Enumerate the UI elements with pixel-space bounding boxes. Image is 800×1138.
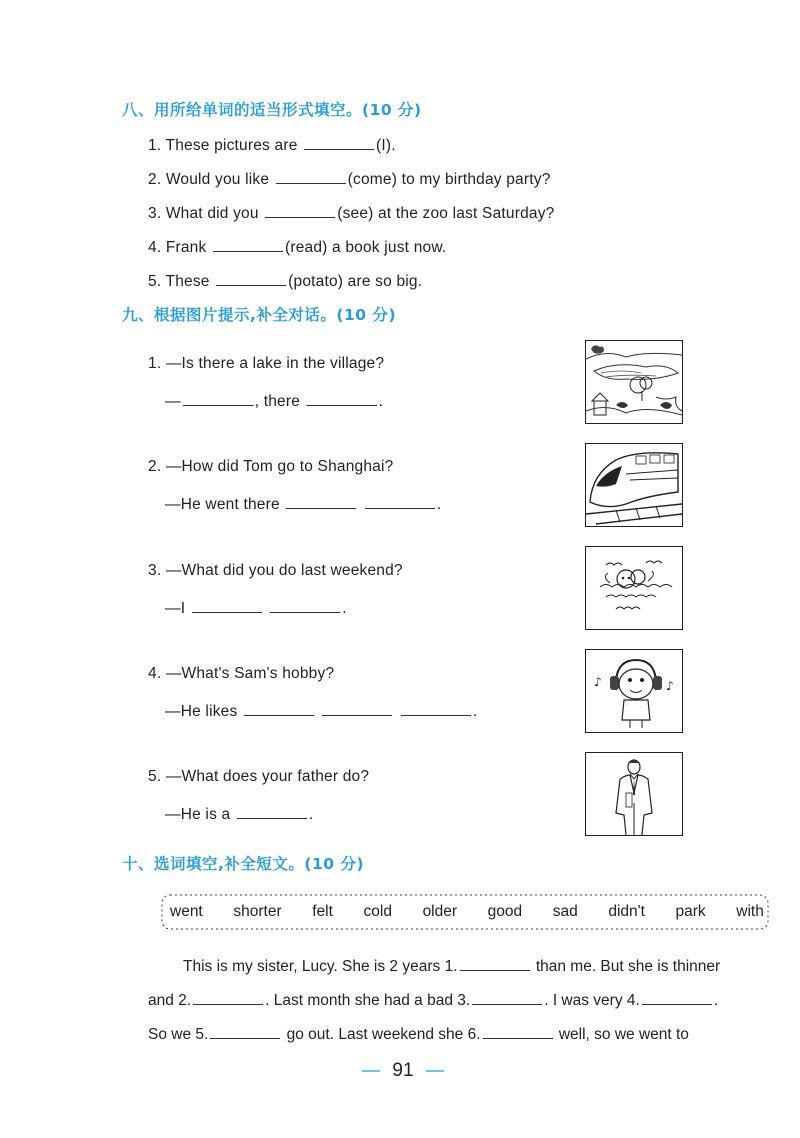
word-sad: sad — [552, 903, 578, 920]
s8-question-5 — [148, 269, 422, 291]
word-older: older — [422, 903, 458, 920]
period: . — [308, 806, 314, 823]
word-bank — [160, 893, 770, 931]
word-with: with — [736, 903, 764, 920]
page-dash-right — [426, 1070, 444, 1072]
s8-q2-hint: (come) to my birthday party? — [347, 171, 551, 188]
s9-a3-start: —I — [165, 600, 186, 617]
page-number-text: 91 — [392, 1060, 414, 1081]
answer-blank[interactable] — [213, 235, 283, 252]
answer-blank[interactable] — [642, 988, 712, 1005]
dash: — — [165, 393, 181, 410]
s9-a5-start: —He is a — [165, 806, 231, 823]
s8-q4-hint: (read) a book just now. — [284, 239, 447, 256]
s9-answer-4 — [165, 699, 478, 721]
word-good: good — [487, 903, 523, 920]
answer-blank[interactable] — [276, 167, 346, 184]
passage-text: . Last month she had a bad 3. — [265, 992, 471, 1009]
answer-blank[interactable] — [183, 389, 253, 406]
answer-blank[interactable] — [460, 954, 530, 971]
passage-text: well, so we went to — [558, 1026, 689, 1043]
passage-text: This is my sister, Lucy. She is 2 years 1. — [183, 958, 458, 975]
answer-blank[interactable] — [237, 802, 307, 819]
answer-blank[interactable] — [286, 492, 356, 509]
s8-q3-text: 3. What did you — [148, 205, 264, 222]
passage-text: and 2. — [148, 992, 192, 1009]
answer-blank[interactable] — [472, 988, 542, 1005]
s9-answer-2 — [165, 492, 441, 514]
passage-text: than me. But she is thinner — [535, 958, 721, 975]
s9-question-4: 4. —What's Sam's hobby? — [148, 665, 335, 682]
s8-q3-hint: (see) at the zoo last Saturday? — [337, 205, 555, 222]
svg-text:♪: ♪ — [594, 675, 602, 689]
s9-a4-start: —He likes — [165, 703, 238, 720]
s8-q1-hint: (I). — [376, 137, 396, 154]
music-picture — [585, 649, 683, 733]
s8-question-3 — [148, 201, 555, 223]
section-10-title: 十、选词填空,补全短文。(10 分) — [122, 855, 365, 873]
answer-blank[interactable] — [365, 492, 435, 509]
passage-text: . — [713, 992, 719, 1009]
train-picture — [585, 443, 683, 527]
svg-text:♪: ♪ — [666, 679, 674, 693]
word-park: park — [675, 903, 706, 920]
passage-line-1 — [183, 954, 720, 976]
period: . — [436, 496, 442, 513]
answer-blank[interactable] — [244, 699, 314, 716]
s9-a2-start: —He went there — [165, 496, 280, 513]
s8-question-4 — [148, 235, 446, 257]
answer-blank[interactable] — [216, 269, 286, 286]
word-shorter: shorter — [233, 903, 282, 920]
answer-blank[interactable] — [304, 133, 374, 150]
passage-line-2 — [148, 988, 718, 1010]
s9-a1-mid: , there — [254, 393, 301, 410]
swimming-picture — [585, 546, 683, 630]
s8-question-1 — [148, 133, 396, 155]
answer-blank[interactable] — [265, 201, 335, 218]
passage-text: So we 5. — [148, 1026, 209, 1043]
s9-answer-5 — [165, 802, 313, 824]
word-felt: felt — [312, 903, 333, 920]
period: . — [342, 600, 347, 617]
s9-answer-3 — [165, 596, 347, 618]
answer-blank[interactable] — [210, 1022, 280, 1039]
s9-answer-1 — [165, 389, 383, 411]
lake-village-picture — [585, 340, 683, 424]
s8-q4-text: 4. Frank — [148, 239, 211, 256]
answer-blank[interactable] — [483, 1022, 553, 1039]
section-8-title: 八、用所给单词的适当形式填空。(10 分) — [122, 101, 422, 119]
page-dash-left — [362, 1070, 380, 1072]
page-number — [348, 1060, 458, 1082]
section-9-title: 九、根据图片提示,补全对话。(10 分) — [122, 306, 397, 324]
s8-q1-text: 1. These pictures are — [148, 137, 303, 154]
answer-blank[interactable] — [322, 699, 392, 716]
word-cold: cold — [363, 903, 392, 920]
businessman-picture — [585, 752, 683, 836]
period: . — [378, 393, 384, 410]
answer-blank[interactable] — [193, 988, 263, 1005]
s8-q5-text: 5. These — [148, 273, 215, 290]
word-didnt: didn't — [608, 903, 645, 920]
s8-q5-hint: (potato) are so big. — [288, 273, 423, 290]
period: . — [472, 703, 478, 720]
s9-question-5: 5. —What does your father do? — [148, 768, 370, 785]
answer-blank[interactable] — [401, 699, 471, 716]
passage-text: go out. Last weekend she 6. — [286, 1026, 481, 1043]
s8-q2-text: 2. Would you like — [148, 171, 274, 188]
answer-blank[interactable] — [192, 596, 262, 613]
s9-question-3: 3. —What did you do last weekend? — [148, 562, 403, 579]
s9-question-1: 1. —Is there a lake in the village? — [148, 355, 385, 372]
answer-blank[interactable] — [270, 596, 340, 613]
passage-text: . I was very 4. — [544, 992, 640, 1009]
s9-question-2: 2. —How did Tom go to Shanghai? — [148, 458, 394, 475]
word-went: went — [170, 903, 203, 920]
answer-blank[interactable] — [307, 389, 377, 406]
s8-question-2 — [148, 167, 551, 189]
passage-line-3 — [148, 1022, 689, 1044]
